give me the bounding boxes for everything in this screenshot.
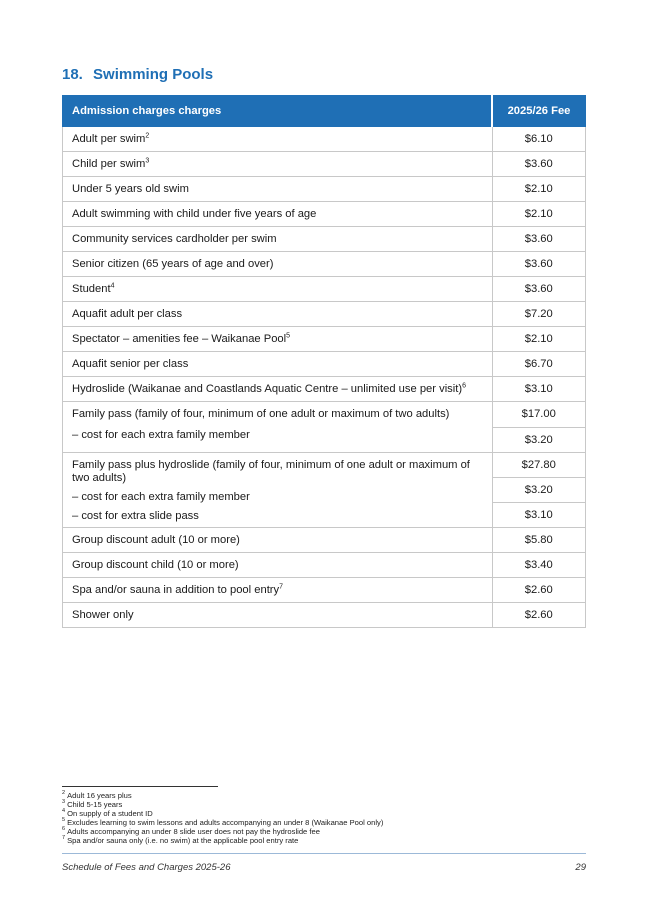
footnote-ref: 3 bbox=[145, 157, 150, 165]
row-fee: $2.10 bbox=[492, 177, 586, 202]
row-fee: $3.40 bbox=[492, 553, 586, 578]
table-row bbox=[63, 302, 586, 327]
table-row bbox=[63, 177, 586, 202]
row-label: Under 5 years old swim bbox=[72, 183, 189, 195]
table-row bbox=[63, 377, 586, 402]
row-label: Senior citizen (65 years of age and over) bbox=[72, 258, 274, 270]
footnote-text: Child 5-15 years bbox=[67, 800, 123, 809]
family-slide-extra-fee: $3.20 bbox=[492, 478, 586, 503]
row-label: Group discount adult (10 or more) bbox=[72, 534, 240, 546]
row-fee: $5.80 bbox=[492, 528, 586, 553]
family-slide-pass-fee: $3.10 bbox=[492, 503, 586, 528]
footnote-number: 2 bbox=[62, 790, 66, 797]
footnote-ref: 2 bbox=[145, 132, 150, 140]
row-label: Adult swimming with child under five years of age bbox=[72, 208, 317, 220]
footnote-number: 4 bbox=[62, 808, 66, 815]
row-fee: $6.70 bbox=[492, 352, 586, 377]
footnote bbox=[62, 836, 383, 845]
row-description bbox=[63, 277, 493, 302]
footnote-text: Adults accompanying an under 8 slide user does not pay the hydroslide fee bbox=[67, 827, 320, 836]
page-number: 29 bbox=[575, 862, 586, 873]
row-description bbox=[63, 603, 493, 628]
row-label: Aquafit senior per class bbox=[72, 358, 189, 370]
row-description bbox=[63, 528, 493, 553]
footnote-ref: 7 bbox=[279, 583, 284, 591]
footer-divider bbox=[62, 853, 586, 854]
footnote-text: Excludes learning to swim lessons and adults accompanying an under 8 (Waikanae Pool only) bbox=[67, 818, 384, 827]
footnote-text: Adult 16 years plus bbox=[67, 791, 132, 800]
row-fee: $7.20 bbox=[492, 302, 586, 327]
table-row bbox=[63, 127, 586, 152]
row-label: Shower only bbox=[72, 609, 134, 621]
row-label: Student bbox=[72, 283, 111, 295]
row-fee: $2.60 bbox=[492, 603, 586, 628]
table-row bbox=[63, 453, 586, 478]
row-description bbox=[63, 352, 493, 377]
header-description: Admission charges charges bbox=[63, 96, 493, 127]
row-fee: $2.10 bbox=[492, 202, 586, 227]
row-description bbox=[63, 578, 493, 603]
section-title: Swimming Pools bbox=[93, 66, 214, 83]
row-description bbox=[63, 177, 493, 202]
footnote bbox=[62, 827, 383, 836]
row-fee: $3.10 bbox=[492, 377, 586, 402]
family-slide-pass-label: – cost for extra slide pass bbox=[72, 510, 199, 522]
table-row bbox=[63, 227, 586, 252]
table-row bbox=[63, 352, 586, 377]
footnote-number: 7 bbox=[62, 835, 66, 842]
row-description bbox=[63, 327, 493, 352]
family-slide-cell bbox=[63, 453, 493, 528]
family-pass-extra-fee: $3.20 bbox=[492, 427, 586, 453]
row-fee: $3.60 bbox=[492, 277, 586, 302]
row-description bbox=[63, 302, 493, 327]
table-row bbox=[63, 603, 586, 628]
table-row bbox=[63, 553, 586, 578]
row-label: Child per swim bbox=[72, 158, 146, 170]
row-fee: $2.10 bbox=[492, 327, 586, 352]
row-description bbox=[63, 553, 493, 578]
row-label: Spectator – amenities fee – Waikanae Pool bbox=[72, 333, 287, 345]
table-body-family bbox=[63, 402, 586, 528]
row-fee: $3.60 bbox=[492, 227, 586, 252]
row-fee: $2.60 bbox=[492, 578, 586, 603]
row-label: Hydroslide (Waikanae and Coastlands Aquatic Centre – unlimited use per visit) bbox=[72, 383, 463, 395]
section-number: 18. bbox=[62, 66, 83, 83]
footnote bbox=[62, 809, 383, 818]
table-row bbox=[63, 402, 586, 428]
row-fee: $3.60 bbox=[492, 152, 586, 177]
footnote-number: 6 bbox=[62, 826, 66, 833]
row-description bbox=[63, 227, 493, 252]
table-body-bottom bbox=[63, 528, 586, 628]
table-row bbox=[63, 252, 586, 277]
footnote bbox=[62, 818, 383, 827]
row-label: Aquafit adult per class bbox=[72, 308, 183, 320]
row-description bbox=[63, 202, 493, 227]
table-row bbox=[63, 578, 586, 603]
family-pass-label: Family pass (family of four, minimum of one adult or maximum of two adults) bbox=[72, 408, 450, 420]
table-row bbox=[63, 202, 586, 227]
family-slide-fee: $27.80 bbox=[492, 453, 586, 478]
row-label: Spa and/or sauna in addition to pool entry bbox=[72, 584, 280, 596]
footer-document-title: Schedule of Fees and Charges 2025-26 bbox=[62, 862, 231, 873]
table-row bbox=[63, 327, 586, 352]
family-pass-extra-label: – cost for each extra family member bbox=[72, 429, 250, 441]
row-label: Community services cardholder per swim bbox=[72, 233, 277, 245]
fees-table bbox=[62, 95, 586, 628]
family-pass-cell bbox=[63, 402, 493, 453]
footnote-number: 3 bbox=[62, 799, 66, 806]
row-label: Group discount child (10 or more) bbox=[72, 559, 239, 571]
header-fee: 2025/26 Fee bbox=[492, 96, 586, 127]
row-fee: $6.10 bbox=[492, 127, 586, 152]
table-header-row bbox=[63, 96, 586, 127]
table-row bbox=[63, 528, 586, 553]
footnote bbox=[62, 791, 383, 800]
row-label: Adult per swim bbox=[72, 133, 146, 145]
table-row bbox=[63, 152, 586, 177]
family-slide-label: Family pass plus hydroslide (family of four, minimum of one adult or maximum of two adults) bbox=[72, 459, 470, 484]
footnote-text: Spa and/or sauna only (i.e. no swim) at the applicable pool entry rate bbox=[67, 836, 299, 845]
row-fee: $3.60 bbox=[492, 252, 586, 277]
footnote-divider bbox=[62, 786, 218, 787]
footnote-text: On supply of a student ID bbox=[67, 809, 153, 818]
family-slide-extra-label: – cost for each extra family member bbox=[72, 491, 250, 503]
footnote-ref: 4 bbox=[110, 282, 115, 290]
footnotes bbox=[62, 791, 383, 845]
family-pass-fee: $17.00 bbox=[492, 402, 586, 428]
table-body-top bbox=[63, 127, 586, 402]
row-description bbox=[63, 152, 493, 177]
footnote-ref: 6 bbox=[462, 382, 467, 390]
footnote-ref: 5 bbox=[286, 332, 291, 340]
table-row bbox=[63, 277, 586, 302]
row-description bbox=[63, 377, 493, 402]
row-description bbox=[63, 252, 493, 277]
row-description bbox=[63, 127, 493, 152]
footnote-number: 5 bbox=[62, 817, 66, 824]
footnote bbox=[62, 800, 383, 809]
page-title bbox=[62, 66, 213, 83]
